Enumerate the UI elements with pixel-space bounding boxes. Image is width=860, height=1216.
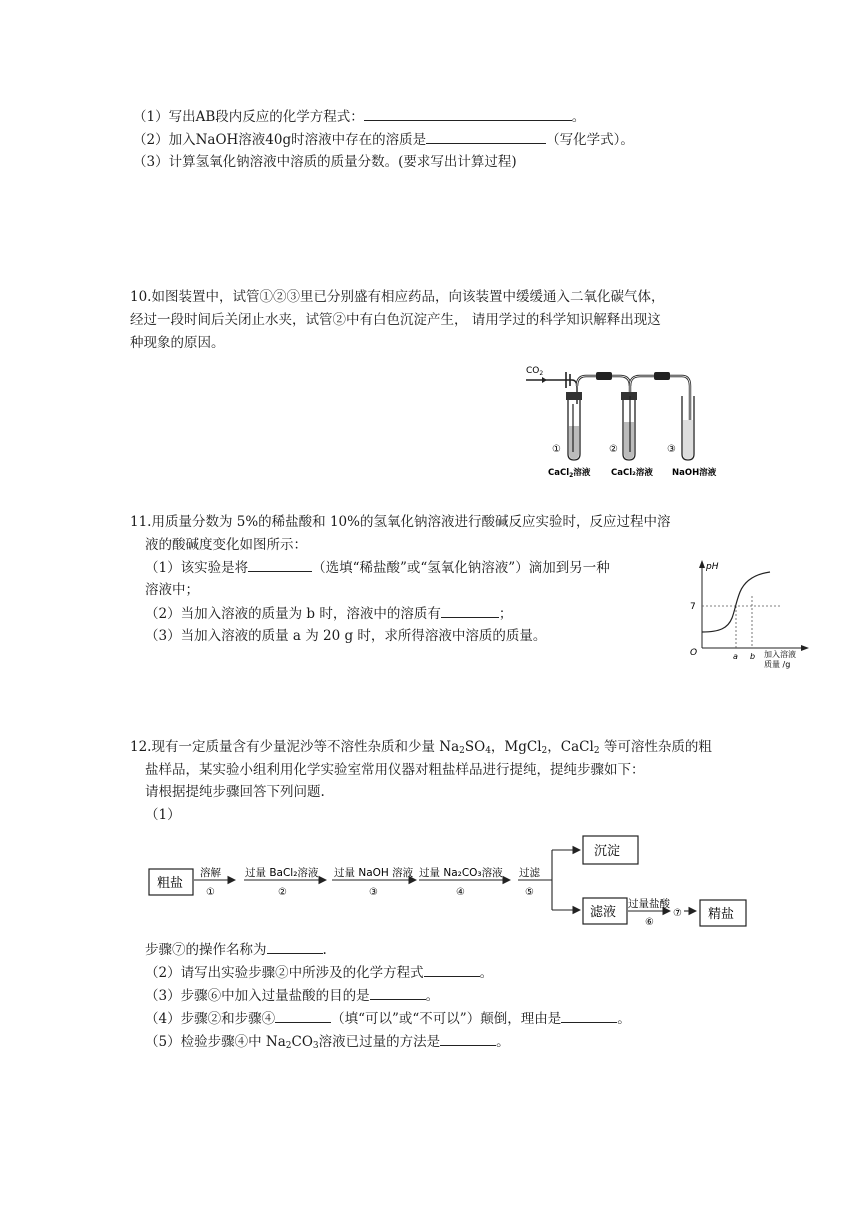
q12-part4-blank2[interactable] <box>561 1009 617 1023</box>
ph-curve-chart <box>680 556 820 674</box>
q9-part1-blank[interactable] <box>364 107 572 121</box>
step6-label: 过量盐酸 <box>628 898 670 910</box>
origin-label: O <box>690 648 698 658</box>
tube2-number: ② <box>609 444 618 455</box>
step2-num: ② <box>278 887 287 898</box>
q12-line1: 12.现有一定质量含有少量泥沙等不溶性杂质和少量 $Na_2SO_4$，MgCl$_2$，CaCl$_2$ 等可溶性杂质的粗 <box>130 739 712 756</box>
x-axis-label-1: 加入溶液 <box>764 650 796 659</box>
q11-part3: （3）当加入溶液的质量 a 为 20 g 时，求所得溶液中溶质的质量。 <box>145 628 547 644</box>
q9-part3: （3）计算氢氧化钠溶液中溶质的质量分数。(要求写出计算过程) <box>133 154 517 170</box>
step5-num: ⑤ <box>525 887 534 898</box>
q12-part3-blank[interactable] <box>370 986 426 1000</box>
x-axis-label-2: 质量 /g <box>764 660 791 669</box>
box-precipitate-label: 沉淀 <box>594 844 621 859</box>
q12-line2: 盐样品，某实验小组利用化学实验室常用仪器对粗盐样品进行提纯，提纯步骤如下： <box>145 762 645 778</box>
q11-part1-blank[interactable] <box>248 558 312 572</box>
step3-num: ③ <box>369 887 378 898</box>
tube3-label: NaOH溶液 <box>672 468 717 478</box>
q12-part4-blank1[interactable] <box>275 1009 331 1023</box>
q12-part3: （3）步骤⑥中加入过量盐酸的目的是 。 <box>145 988 440 1004</box>
q12-part5-blank[interactable] <box>440 1032 496 1046</box>
step7-num: ⑦ <box>673 908 682 919</box>
q12-part1-label: （1） <box>145 807 181 823</box>
q10-line1: 10.如图装置中，试管①②③里已分别盛有相应药品，向该装置中缓缓通入二氧化碳气体， <box>130 289 665 305</box>
gas-label: $CO_2$ <box>526 366 544 377</box>
step3-label: 过量 NaOH 溶液 <box>334 867 414 879</box>
tube3-number: ③ <box>667 444 676 455</box>
box-refined-salt-label: 精盐 <box>708 907 735 922</box>
tube2-label: CaCl₂溶液 <box>611 468 653 478</box>
step4-num: ④ <box>456 887 465 898</box>
q10-line2: 经过一段时间后关闭止水夹，试管②中有白色沉淀产生， 请用学过的科学知识解释出现这 <box>130 312 661 328</box>
box-filtrate-label: 滤液 <box>590 905 617 920</box>
q11-line2: 液的酸碱度变化如图所示： <box>145 537 307 553</box>
tube1-label: CaCl$_2$溶液 <box>548 468 591 479</box>
q12-line3: 请根据提纯步骤回答下列问题. <box>145 784 325 800</box>
q12-part5: （5）检验步骤④中 $Na_2CO_3$溶液已过量的方法是 。 <box>145 1034 510 1051</box>
q11-part1-cont: 溶液中； <box>145 582 199 598</box>
q12-part1-question: 步骤⑦的操作名称为 . <box>145 942 327 958</box>
q11-part2-blank[interactable] <box>441 604 499 618</box>
step1-label: 溶解 <box>200 867 221 879</box>
x-tick-b: b <box>750 652 756 661</box>
step1-num: ① <box>206 887 215 898</box>
q10-line3: 种现象的原因。 <box>130 335 225 351</box>
step6-num: ⑥ <box>645 917 654 928</box>
q11-line1: 11.用质量分数为 5%的稀盐酸和 10%的氢氧化钠溶液进行酸碱反应实验时，反应过程中溶 <box>130 514 671 530</box>
q9-part2: （2）加入NaOH溶液40g时溶液中存在的溶质是 （写化学式）。 <box>133 132 634 148</box>
q9-part2-blank[interactable] <box>426 130 546 144</box>
y-tick-7: 7 <box>690 602 696 612</box>
tube1-number: ① <box>552 444 561 455</box>
x-tick-a: a <box>733 652 738 661</box>
q9-part1: （1）写出AB段内反应的化学方程式： 。 <box>133 109 586 125</box>
step2-label: 过量 BaCl₂溶液 <box>245 867 319 879</box>
q12-part4: （4）步骤②和步骤④ （填“可以”或“不可以”）颠倒，理由是 。 <box>145 1011 631 1027</box>
q12-part1-blank[interactable] <box>267 940 323 954</box>
purification-flowchart <box>140 828 760 930</box>
test-tube-apparatus-figure <box>522 360 737 482</box>
q12-part2-blank[interactable] <box>424 963 480 977</box>
box-crude-salt-label: 粗盐 <box>157 876 184 891</box>
step4-label: 过量 Na₂CO₃溶液 <box>419 867 503 879</box>
y-axis-label: pH <box>706 562 719 572</box>
q11-part1: （1）该实验是将 （选填“稀盐酸”或“氢氧化钠溶液”）滴加到另一种 <box>145 560 610 576</box>
step5-label: 过滤 <box>519 867 540 879</box>
q12-part2: （2）请写出实验步骤②中所涉及的化学方程式 。 <box>145 965 494 981</box>
q11-part2: （2）当加入溶液的质量为 b 时，溶液中的溶质有 ； <box>145 606 513 622</box>
